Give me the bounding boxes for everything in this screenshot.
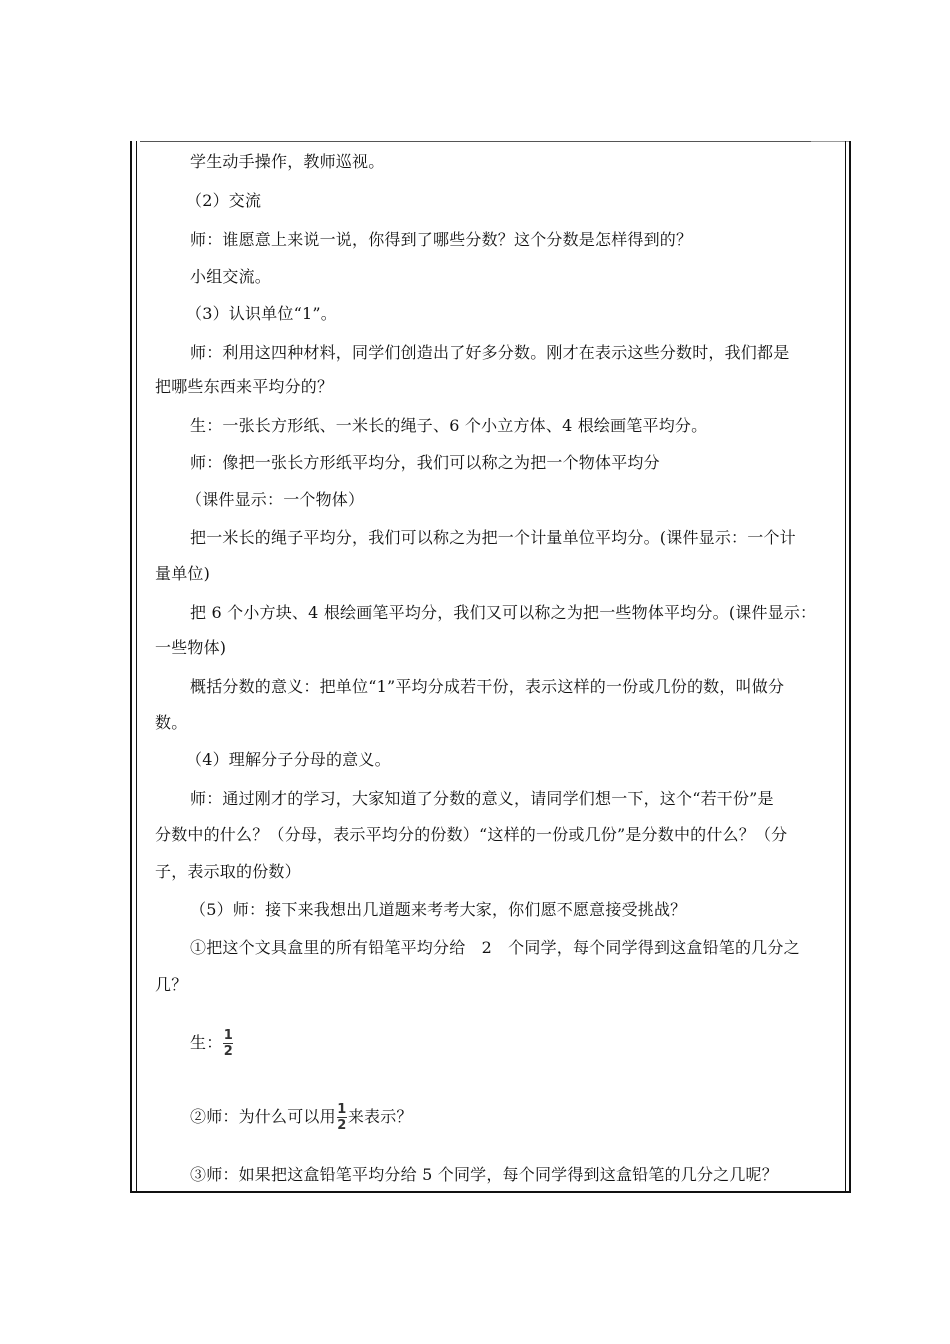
table-border-bottom (130, 1191, 851, 1193)
paragraph-line: 生：一张长方形纸、一米长的绳子、6 个小立方体、4 根绘画笔平均分。 (190, 416, 708, 435)
paragraph-line: （课件显示：一个物体） (186, 490, 365, 509)
question-line: ③师：如果把这盒铅笔平均分给 5 个同学，每个同学得到这盒铅笔的几分之几呢？ (190, 1165, 778, 1184)
question-line: 几？ (155, 975, 188, 994)
paragraph-line: 把哪些东西来平均分的？ (155, 377, 334, 396)
fraction-numerator: 1 (337, 1102, 347, 1117)
question-text: 来表示？ (347, 1107, 413, 1126)
top-rule (140, 141, 811, 142)
table-border-left-inner (136, 141, 137, 1193)
paragraph-line: 师：谁愿意上来说一说，你得到了哪些分数？这个分数是怎样得到的？ (190, 230, 693, 249)
paragraph-line: 概括分数的意义：把单位“1”平均分成若干份，表示这样的一份或几份的数，叫做分 (190, 677, 785, 696)
table-border-right-inner (845, 141, 846, 1193)
paragraph-line: 小组交流。 (190, 267, 272, 286)
paragraph-line: 把一米长的绳子平均分，我们可以称之为把一个计量单位平均分。(课件显示：一个计 (190, 528, 796, 547)
question-line (190, 1099, 840, 1135)
question-text: ②师：为什么可以用 (190, 1107, 336, 1126)
table-border-left (130, 141, 132, 1193)
fraction-one-half (223, 1029, 233, 1058)
paragraph-line: 数。 (155, 713, 188, 732)
section-heading: （3）认识单位“1”。 (186, 304, 337, 323)
paragraph-line: 学生动手操作，教师巡视。 (190, 152, 385, 171)
fraction-denominator: 2 (337, 1118, 347, 1133)
paragraph-line: 量单位) (155, 564, 211, 583)
fraction-one-half (337, 1103, 347, 1132)
paragraph-line: 师：利用这四种材料，同学们创造出了好多分数。刚才在表示这些分数时，我们都是 (190, 343, 790, 362)
student-answer (190, 1026, 840, 1060)
paragraph-line: 分数中的什么？（分母，表示平均分的份数）“这样的一份或几份”是分数中的什么？（分 (155, 825, 788, 844)
paragraph-line: 师：像把一张长方形纸平均分，我们可以称之为把一个物体平均分 (190, 453, 660, 472)
paragraph-line: 子，表示取的份数） (155, 862, 301, 881)
section-heading: （5）师：接下来我想出几道题来考考大家，你们愿不愿意接受挑战？ (190, 900, 687, 919)
paragraph-line: 师：通过刚才的学习，大家知道了分数的意义，请同学们想一下，这个“若干份”是 (190, 789, 774, 808)
paragraph-line: 一些物体) (155, 638, 227, 657)
fraction-numerator: 1 (223, 1028, 234, 1043)
section-heading: （4）理解分子分母的意义。 (186, 750, 391, 769)
paragraph-line: 把 6 个小方块、4 根绘画笔平均分，我们又可以称之为把一些物体平均分。(课件显示： (190, 603, 817, 622)
answer-prefix: 生： (190, 1033, 223, 1052)
question-line: ①把这个文具盒里的所有铅笔平均分给 2 个同学，每个同学得到这盒铅笔的几分之 (190, 938, 800, 957)
section-heading: （2）交流 (186, 191, 262, 210)
table-border-right (849, 141, 851, 1193)
fraction-denominator: 2 (223, 1044, 234, 1059)
